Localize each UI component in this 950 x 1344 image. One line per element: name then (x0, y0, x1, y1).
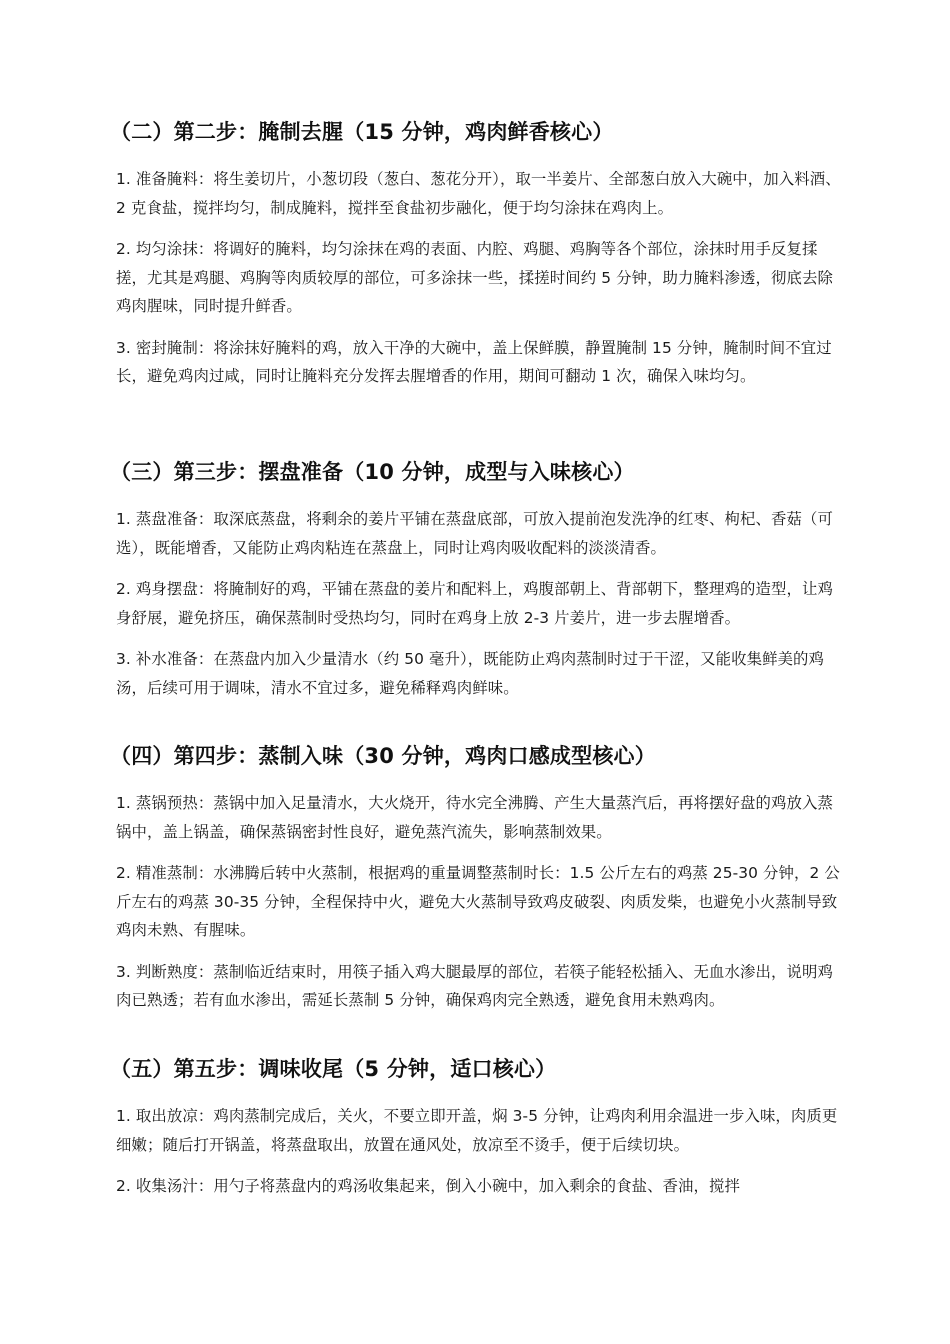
section-heading: （二）第二步：腌制去腥（15 分钟，鸡肉鲜香核心） (110, 120, 614, 144)
section-step-4 (110, 741, 841, 1015)
paragraph: 1. 蒸锅预热：蒸锅中加入足量清水，大火烧开，待水完全沸腾、产生大量蒸汽后，再将摆好盘的鸡放入蒸锅中，盖上锅盖，确保蒸锅密封性良好，避免蒸汽流失，影响蒸制效果。 (116, 794, 833, 841)
paragraph: 3. 补水准备：在蒸盘内加入少量清水（约 50 毫升），既能防止鸡肉蒸制时过于干涩，又能收集鲜美的鸡汤，后续可用于调味，清水不宜过多，避免稀释鸡肉鲜味。 (116, 650, 825, 697)
section-heading: （三）第三步：摆盘准备（10 分钟，成型与入味核心） (110, 460, 635, 484)
paragraph: 1. 蒸盘准备：取深底蒸盘，将剩余的姜片平铺在蒸盘底部，可放入提前泡发洗净的红枣、枸杞、香菇（可选），既能增香，又能防止鸡肉粘连在蒸盘上，同时让鸡肉吸收配料的淡淡清香。 (116, 510, 833, 557)
section-step-5 (110, 1054, 841, 1201)
paragraph: 1. 取出放凉：鸡肉蒸制完成后，关火，不要立即开盖，焖 3-5 分钟，让鸡肉利用余温进一步入味，肉质更细嫩；随后打开锅盖，将蒸盘取出，放置在通风处，放凉至不烫手，便于后续切块。 (116, 1107, 838, 1154)
section-step-3 (110, 457, 841, 702)
section-heading: （四）第四步：蒸制入味（30 分钟，鸡肉口感成型核心） (110, 744, 656, 768)
paragraph: 2. 均匀涂抹：将调好的腌料，均匀涂抹在鸡的表面、内腔、鸡腿、鸡胸等各个部位，涂抹时用手反复揉搓，尤其是鸡腿、鸡胸等肉质较厚的部位，可多涂抹一些，揉搓时间约 5 分钟，助力腌料渗透，彻底去除鸡肉腥味，同时提升鲜香。 (116, 240, 833, 315)
paragraph: 3. 判断熟度：蒸制临近结束时，用筷子插入鸡大腿最厚的部位，若筷子能轻松插入、无血水渗出，说明鸡肉已熟透；若有血水渗出，需延长蒸制 5 分钟，确保鸡肉完全熟透，避免食用未熟鸡肉。 (116, 962, 833, 1009)
paragraph: 2. 收集汤汁：用勺子将蒸盘内的鸡汤收集起来，倒入小碗中，加入剩余的食盐、香油，搅拌 (116, 1177, 741, 1195)
paragraph: 2. 鸡身摆盘：将腌制好的鸡，平铺在蒸盘的姜片和配料上，鸡腹部朝上、背部朝下，整理鸡的造型，让鸡身舒展，避免挤压，确保蒸制时受热均匀，同时在鸡身上放 2-3 片姜片，进一步去腥增香。 (116, 580, 833, 627)
paragraph: 1. 准备腌料：将生姜切片，小葱切段（葱白、葱花分开），取一半姜片、全部葱白放入大碗中，加入料酒、2 克食盐，搅拌均匀，制成腌料，搅拌至食盐初步融化，便于均匀涂抹在鸡肉上。 (116, 170, 841, 217)
section-step-2 (110, 117, 841, 391)
paragraph: 2. 精准蒸制：水沸腾后转中火蒸制，根据鸡的重量调整蒸制时长：1.5 公斤左右的鸡蒸 25-30 分钟，2 公斤左右的鸡蒸 30-35 分钟，全程保持中火，避免大火蒸制导致鸡皮破裂、肉质发柴，也避免小火蒸制导致鸡肉未熟、有腥味。 (116, 864, 840, 939)
section-heading: （五）第五步：调味收尾（5 分钟，适口核心） (110, 1057, 557, 1081)
paragraph: 3. 密封腌制：将涂抹好腌料的鸡，放入干净的大碗中，盖上保鲜膜，静置腌制 15 分钟，腌制时间不宜过长，避免鸡肉过咸，同时让腌料充分发挥去腥增香的作用，期间可翻动 1 次，确保入味均匀。 (116, 338, 832, 385)
